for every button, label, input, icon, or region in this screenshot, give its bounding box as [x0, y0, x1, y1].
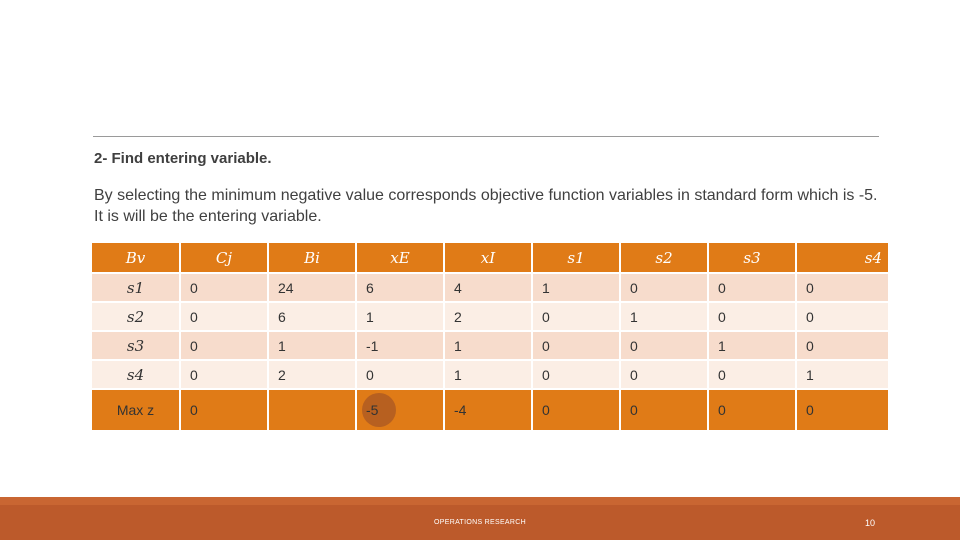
table-cell: 0	[796, 389, 889, 431]
table-cell: 2	[444, 302, 532, 331]
header-s1: s1	[532, 243, 620, 273]
table-cell: 0	[532, 302, 620, 331]
table-cell: 1	[268, 331, 356, 360]
basic-variable: s2	[92, 302, 180, 331]
table-cell: 1	[444, 331, 532, 360]
table-cell: 0	[620, 389, 708, 431]
step-heading: 2- Find entering variable.	[94, 150, 272, 167]
table-cell: 0	[180, 389, 268, 431]
table-row	[92, 273, 889, 302]
table-header-row	[92, 243, 889, 273]
header-xe: xE	[356, 243, 444, 273]
table-cell: 6	[268, 302, 356, 331]
table-cell: 0	[708, 360, 796, 389]
header-cj: Cj	[180, 243, 268, 273]
header-s3: s3	[708, 243, 796, 273]
table-cell: 1	[620, 302, 708, 331]
table-row	[92, 331, 889, 360]
table-cell: 4	[444, 273, 532, 302]
table-row	[92, 302, 889, 331]
table-cell: 0	[532, 331, 620, 360]
header-bi: Bi	[268, 243, 356, 273]
table-cell: 2	[268, 360, 356, 389]
page-number: 10	[864, 518, 875, 528]
table-cell	[268, 389, 356, 431]
table-cell: 0	[180, 302, 268, 331]
table-cell: 6	[356, 273, 444, 302]
table-cell: 1	[796, 360, 889, 389]
header-bv: Bv	[92, 243, 180, 273]
table-cell: 24	[268, 273, 356, 302]
basic-variable: s1	[92, 273, 180, 302]
header-s4: s4	[796, 243, 889, 273]
table-cell: 0	[180, 331, 268, 360]
table-cell: 0	[620, 331, 708, 360]
table-cell: 0	[796, 302, 889, 331]
table-cell: 1	[356, 302, 444, 331]
header-xi: xI	[444, 243, 532, 273]
table-cell: 0	[356, 360, 444, 389]
basic-variable: s3	[92, 331, 180, 360]
entering-variable-cell	[356, 389, 444, 431]
table-cell: -1	[356, 331, 444, 360]
basic-variable: s4	[92, 360, 180, 389]
title-divider	[93, 136, 879, 137]
table-cell: 0	[180, 273, 268, 302]
table-cell: 0	[708, 302, 796, 331]
table-row	[92, 360, 889, 389]
footer-label: OPERATIONS RESEARCH	[434, 519, 526, 526]
table-cell: 1	[532, 273, 620, 302]
table-cell: 1	[444, 360, 532, 389]
table-cell: 0	[532, 360, 620, 389]
table-cell: 0	[620, 273, 708, 302]
table-cell: 0	[620, 360, 708, 389]
explanation-text: By selecting the minimum negative value corresponds objective function variables in standard form which is -5. It is will be the entering variable.	[94, 187, 878, 225]
table-cell: 0	[708, 389, 796, 431]
footer-accent	[0, 497, 960, 505]
entering-value: -5	[366, 402, 379, 418]
table-cell: 0	[796, 331, 889, 360]
table-cell: 0	[708, 273, 796, 302]
objective-row	[92, 389, 889, 431]
table-cell: 0	[532, 389, 620, 431]
header-s2: s2	[620, 243, 708, 273]
simplex-table	[92, 243, 890, 432]
table-cell: -4	[444, 389, 532, 431]
table-cell: 0	[180, 360, 268, 389]
objective-label: Max z	[92, 389, 180, 431]
table-cell: 1	[708, 331, 796, 360]
table-cell: 0	[796, 273, 889, 302]
